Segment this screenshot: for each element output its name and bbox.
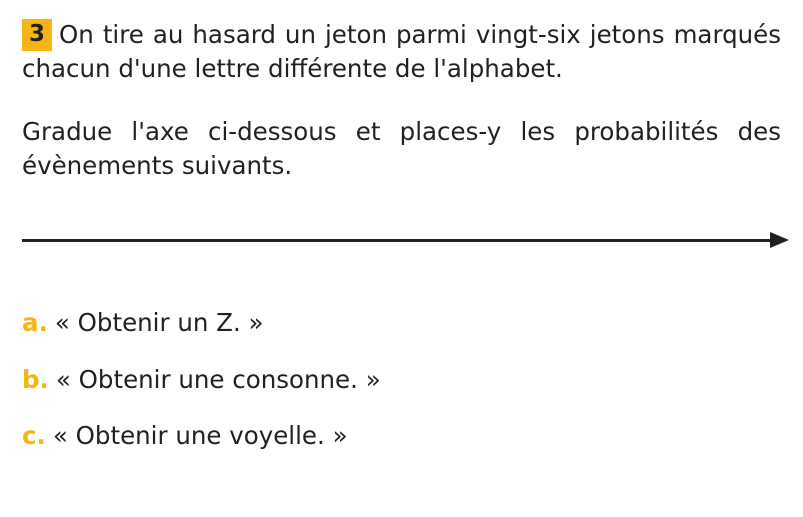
sub-question-label: c. <box>22 421 46 451</box>
sub-questions-list <box>22 308 781 450</box>
instruction-line-2: des évènements suivants. <box>22 117 781 180</box>
axis-arrow-icon <box>770 232 789 248</box>
sub-question-label: a. <box>22 308 48 338</box>
list-item <box>22 421 781 450</box>
exercise-statement <box>22 18 781 85</box>
statement-line-2: jetons marqués chacun d'une lettre différente de <box>22 20 782 83</box>
exercise-instruction <box>22 115 781 182</box>
sub-question-text: « Obtenir un Z. » <box>54 308 264 338</box>
instruction-line-1: Gradue l'axe ci-dessous et places-y les probabilités <box>22 117 719 147</box>
list-item <box>22 308 781 337</box>
sub-question-label: b. <box>22 364 49 394</box>
statement-line-1: On tire au hasard un jeton parmi vingt-six <box>59 20 581 49</box>
list-item <box>22 365 781 394</box>
probability-axis <box>22 226 781 256</box>
sub-question-text: « Obtenir une consonne. » <box>55 364 381 394</box>
statement-line-3: l'alphabet. <box>433 53 563 83</box>
sub-question-text: « Obtenir une voyelle. » <box>52 421 348 451</box>
axis-line <box>22 239 773 242</box>
exercise-number-badge: 3 <box>22 19 52 51</box>
